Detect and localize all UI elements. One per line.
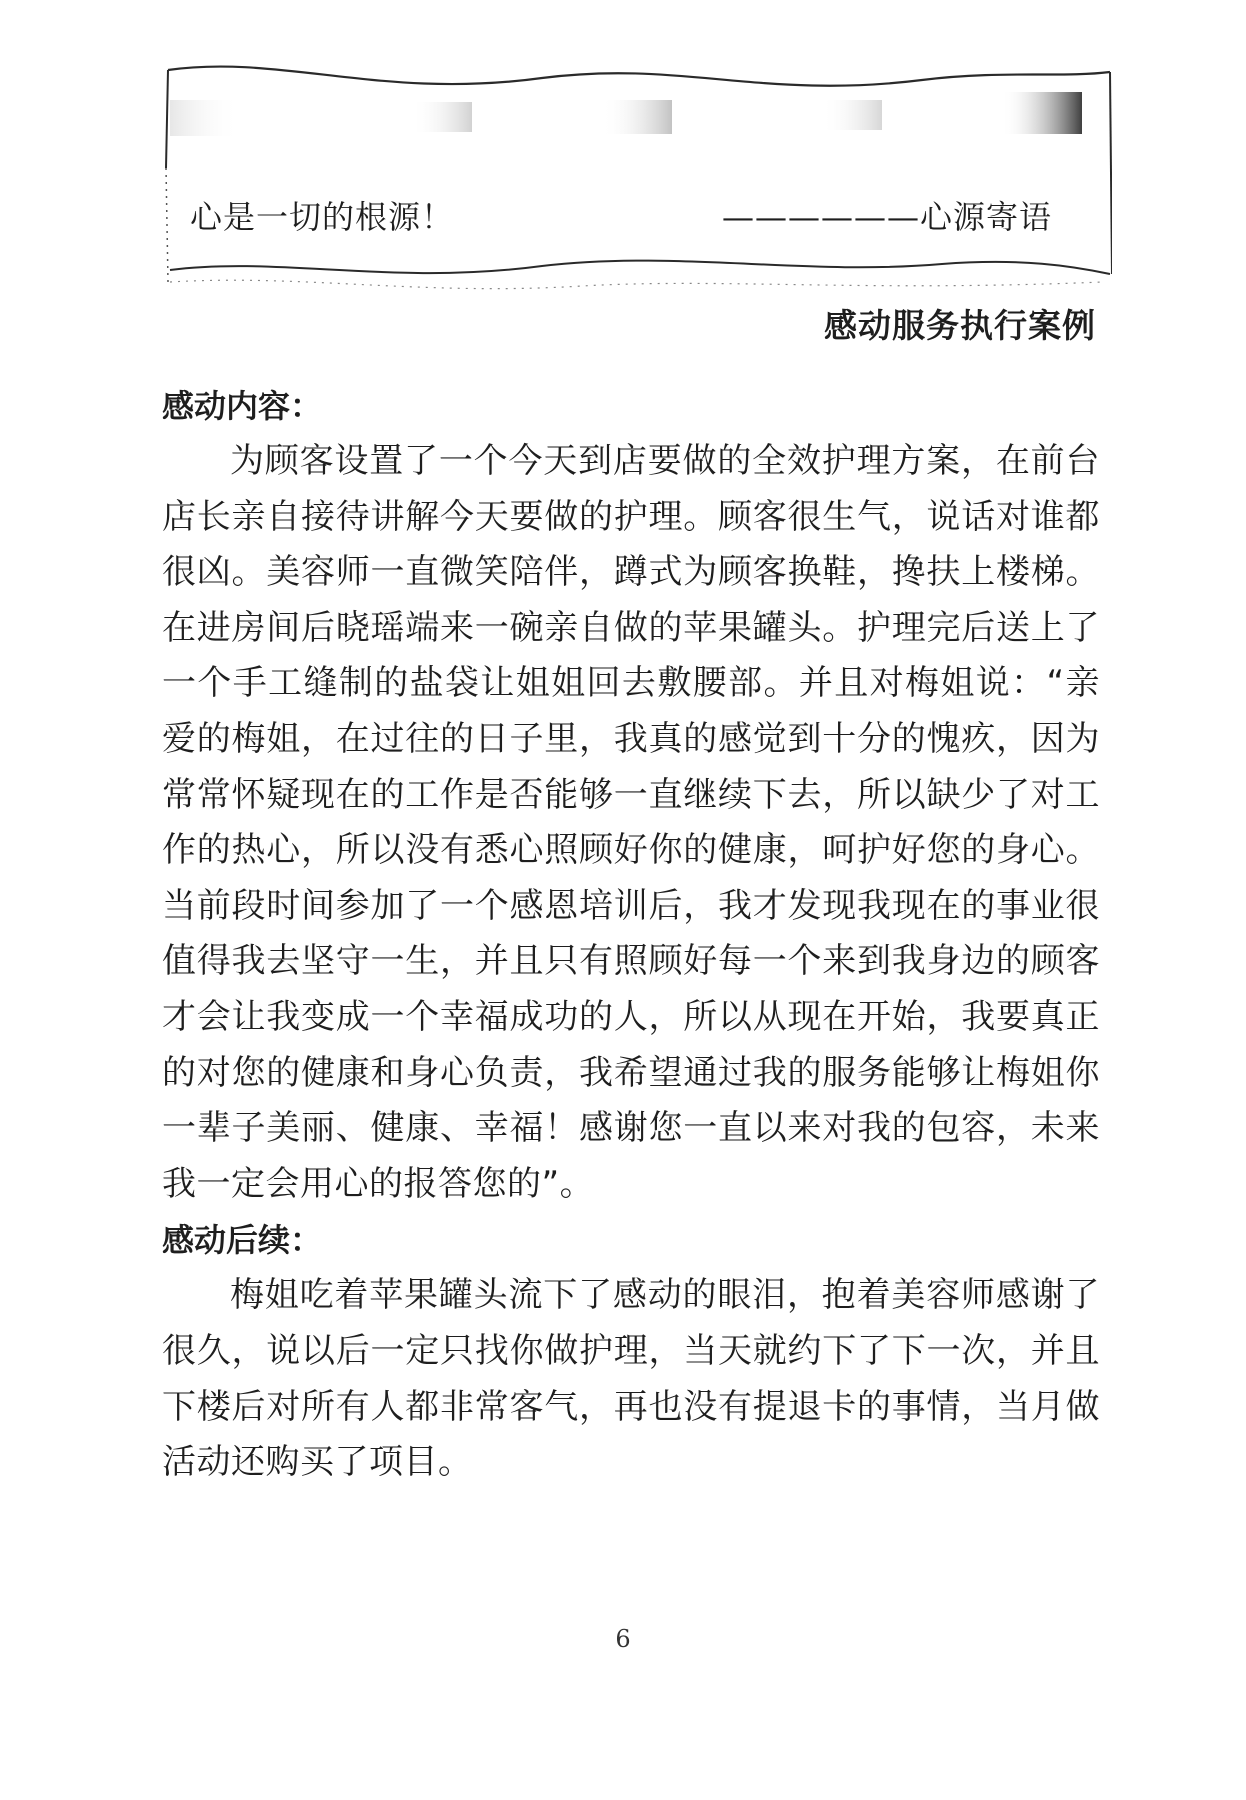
section-paragraph-content: 为顾客设置了一个今天到店要做的全效护理方案，在前台店长亲自接待讲解今天要做的护理。顾客很生气，说话对谁都很凶。美容师一直微笑陪伴，蹲式为顾客换鞋，搀扶上楼梯。在进房间后晓瑶端来一碗亲自做的苹果罐头。护理完后送上了一个手工缝制的盐袋让姐姐回去敷腰部。并且对梅姐说：“亲爱的梅姐，在过往的日子里，我真的感觉到十分的愧疚，因为常常怀疑现在的工作是否能够一直继续下去，所以缺少了对工作的热心，所以没有悉心照顾好你的健康，呵护好您的身心。当前段时间参加了一个感恩培训后，我才发现我现在的事业很值得我去坚守一生，并且只有照顾好每一个来到我身边的顾客才会让我变成一个幸福成功的人，所以从现在开始，我要真正的对您的健康和身心负责，我希望通过我的服务能够让梅姐你一辈子美丽、健康、幸福！感谢您一直以来对我的包容，未来我一定会用心的报答您的”。	[162, 441, 1100, 1204]
section-heading-followup: 感动后续：	[162, 1221, 323, 1260]
banner-quote: 心是一切的根源！	[190, 198, 455, 236]
section-heading-content: 感动内容：	[162, 387, 323, 425]
section-paragraph-followup: 梅姐吃着苹果罐头流下了感动的眼泪，抱着美容师感谢了很久，说以后一定只找你做护理，当天就约下了下一次，并且下楼后对所有人都非常客气，再也没有提退卡的事情，当月做活动还购买了项目。	[162, 1275, 1100, 1483]
scroll-banner	[162, 60, 1112, 300]
document-title: 感动服务执行案例	[824, 306, 1096, 345]
document-body	[162, 378, 1100, 1491]
page-number: 6	[615, 1625, 631, 1653]
scroll-banner-frame	[162, 60, 1112, 300]
banner-signature: ——————心源寄语	[721, 198, 1052, 236]
